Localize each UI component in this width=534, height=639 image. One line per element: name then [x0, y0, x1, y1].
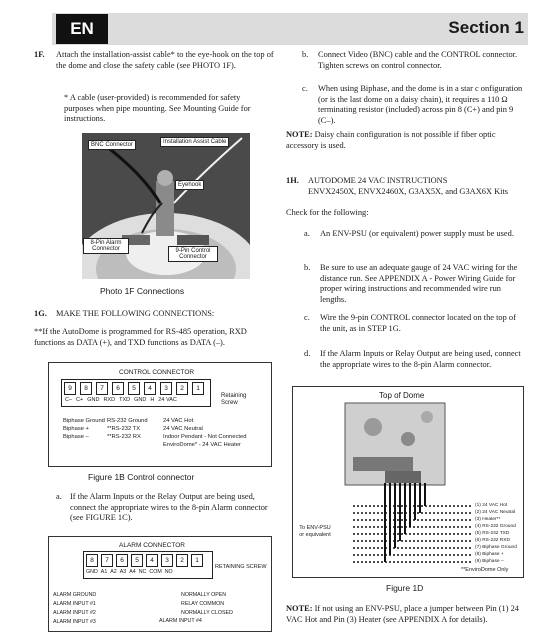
figure-1d-caption: Figure 1D — [386, 583, 424, 593]
note-fiber — [286, 130, 526, 151]
check-c-text: Wire the 9-pin CONTROL connector located on the top of the unit, as in STEP 1G. — [320, 313, 516, 333]
control-label-24vac-hot: 24 VAC Hot — [163, 418, 194, 424]
control-label: GND — [134, 397, 147, 403]
alarm-label: A1 — [100, 569, 108, 575]
note-fiber-label: NOTE: — [286, 130, 313, 139]
alarm-connector-title: ALARM CONNECTOR — [119, 542, 185, 549]
alarm-pin: 6 — [116, 554, 128, 567]
photo-1f — [82, 133, 250, 279]
control-power-labels — [163, 417, 246, 449]
step-1f-number: 1F. — [34, 50, 45, 59]
control-pin: 1 — [192, 382, 204, 395]
callout-eyehook: Eyehook — [175, 180, 204, 190]
control-label: RXD — [103, 397, 116, 403]
control-connector-title: CONTROL CONNECTOR — [119, 369, 195, 376]
control-pin: 7 — [96, 382, 108, 395]
control-pin: 9 — [64, 382, 76, 395]
control-label-24vac-neutral: 24 VAC Neutral — [163, 426, 203, 432]
control-pin: 3 — [160, 382, 172, 395]
control-label: TXD — [119, 397, 131, 403]
control-label-rs232-ground: RS-232 Ground — [107, 418, 148, 424]
alarm-label-input-4: ALARM INPUT #4 — [159, 618, 202, 624]
check-a-letter: a. — [304, 229, 310, 238]
photo-caption: Photo 1F Connections — [100, 286, 185, 296]
alarm-label: A2 — [110, 569, 117, 575]
note-jumper-label: NOTE: — [286, 604, 313, 613]
figure-1d-to-psu: To ENV-PSU or equivalent — [299, 525, 331, 538]
step-1f-note: * A cable (user-provided) is recommended for safety purposes when pipe mounting. See Mounting Guide for instructions. — [64, 93, 251, 124]
control-pin: 8 — [80, 382, 92, 395]
figure-1d-wire-labels — [475, 502, 523, 565]
alarm-label-relay-common: RELAY COMMON — [181, 601, 225, 607]
callout-bnc: BNC Connector — [88, 140, 136, 150]
control-label-biphase-plus: Biphase + — [63, 426, 89, 432]
wire-label: (7) Biphase Ground — [475, 545, 517, 550]
wire-label: (9) Biphase – — [475, 559, 504, 564]
step-1g-note: **If the AutoDome is programmed for RS-485 operation, RXD functions as DATA (+), and TXD functions as DATA (–). — [34, 327, 247, 347]
control-label-indoor-pendant: Indoor Pendant - Not Connected — [163, 434, 247, 440]
figure-1d-footnote: **EnviroDome Only — [461, 567, 509, 573]
control-biphase-labels — [63, 417, 105, 441]
step-1h-title: AUTODOME 24 VAC INSTRUCTIONS — [308, 176, 448, 185]
control-rs232-labels — [107, 417, 148, 441]
control-label-rs232-rx: **RS-232 RX — [107, 434, 141, 440]
dome-photo-illustration — [82, 133, 250, 279]
control-connector-body — [61, 379, 211, 407]
callout-control-connector: 9-Pin Control Connector — [168, 246, 218, 262]
callout-alarm-connector: 8-Pin Alarm Connector — [83, 238, 129, 254]
alarm-label: NC — [138, 569, 147, 575]
check-b-text: Be sure to use an adequate gauge of 24 VAC wiring for the distance run. See APPENDIX A - Power Wiring Guide for proper wiring instructions and recommended wire run lengths. — [320, 263, 518, 304]
control-label-rs232-tx: **RS-232 TX — [107, 426, 141, 432]
alarm-relay-labels — [181, 591, 233, 618]
figure-1b-control-connector — [48, 362, 272, 467]
check-d-letter: d. — [304, 349, 311, 358]
alarm-label: NO — [164, 569, 173, 575]
figure-1d-title: Top of Dome — [379, 391, 425, 400]
figure-1b-caption: Figure 1B Control connector — [88, 472, 195, 482]
wire-label: (6) RS-232 RXD — [475, 538, 510, 543]
step-1g-number: 1G. — [34, 309, 47, 318]
control-label: GND — [87, 397, 100, 403]
alarm-label-input-2: ALARM INPUT #2 — [53, 610, 96, 616]
note-jumper-text: If not using an ENV-PSU, place a jumper between Pin (1) 24 VAC Hot and Pin (3) Heater (see APPENDIX A for details). — [286, 604, 519, 624]
control-pin: 5 — [128, 382, 140, 395]
step-1g-title: MAKE THE FOLLOWING CONNECTIONS: — [56, 309, 215, 318]
alarm-label: A3 — [119, 569, 127, 575]
step-b-letter: b. — [302, 50, 309, 59]
step-c-text: When using Biphase, and the dome is in a star c onfiguration (or is the last dome on a daisy chain), it requires a 110 Ω terminating resistor (included) across pin 8 (C+) and pin 9 (C–). — [318, 84, 523, 125]
callout-assist-cable: Installation Assist Cable — [160, 137, 229, 147]
check-intro: Check for the following: — [286, 208, 369, 217]
step-b-text: Connect Video (BNC) cable and the CONTROL connector. Tighten screws on control connector. — [318, 50, 518, 70]
check-c-letter: c. — [304, 313, 310, 322]
control-pin: 2 — [176, 382, 188, 395]
check-a-text: An ENV-PSU (or equivalent) power supply must be used. — [320, 229, 514, 238]
alarm-label-input-1: ALARM INPUT #1 — [53, 601, 96, 607]
control-label-biphase-minus: Biphase – — [63, 434, 89, 440]
alarm-pin: 8 — [86, 554, 98, 567]
control-label: C+ — [76, 397, 84, 403]
alarm-pin: 4 — [146, 554, 158, 567]
wire-label: (2) 24 VAC Neutral — [475, 510, 516, 515]
section-title: Section 1 — [448, 18, 524, 37]
figure-1d — [292, 386, 524, 578]
alarm-pin: 3 — [161, 554, 173, 567]
note-fiber-text: Daisy chain configuration is not possible if fiber optic accessory is used. — [286, 130, 496, 150]
control-label: 24 VAC — [158, 397, 177, 403]
step-1h-models: ENVX2450X, ENVX2460X, G3AX5X, and G3AX6X Kits — [308, 187, 509, 196]
alarm-label-input-3: ALARM INPUT #3 — [53, 619, 96, 625]
alarm-label: A4 — [129, 569, 136, 575]
alarm-label-ground: ALARM GROUND — [53, 592, 97, 598]
alarm-pin: 1 — [191, 554, 203, 567]
alarm-label-normally-open: NORMALLY OPEN — [181, 592, 227, 598]
wire-label: (1) 24 VAC Hot — [475, 503, 508, 508]
alarm-label: COM — [149, 569, 162, 575]
control-pin: 4 — [144, 382, 156, 395]
note-jumper — [286, 604, 526, 625]
alarm-label-normally-closed: NORMALLY CLOSED — [181, 610, 233, 616]
control-label-envirodome-heater: EnviroDome* - 24 VAC Heater — [163, 442, 241, 448]
figure-1c-alarm-connector — [48, 536, 272, 632]
control-label: H — [150, 397, 155, 403]
alarm-pin: 2 — [176, 554, 188, 567]
wire-label: (8) Biphase + — [475, 552, 504, 557]
alarm-pin: 7 — [101, 554, 113, 567]
wire-label: (5) RS-232 TXD — [475, 531, 510, 536]
wire-label: (3) Heater** — [475, 517, 501, 522]
alarm-input-labels — [53, 591, 96, 627]
control-label: C– — [65, 397, 73, 403]
alarm-label: GND — [86, 569, 98, 575]
alarm-pin: 5 — [131, 554, 143, 567]
control-label-biphase-ground: Biphase Ground — [63, 418, 105, 424]
alarm-step-text: If the Alarm Inputs or the Relay Output are being used, connect the appropriate wires to the 8-pin Alarm connector (see FIGURE 1C). — [70, 492, 268, 523]
alarm-step-letter: a. — [56, 492, 62, 501]
check-b-letter: b. — [304, 263, 311, 272]
wire-label: (4) RS-232 Ground — [475, 524, 516, 529]
step-1f-text: Attach the installation-assist cable* to the eye-hook on the top of the dome and close the safety cable (see PHOTO 1F). — [56, 50, 274, 70]
check-d-text: If the Alarm Inputs or Relay Output are being used, connect the appropriate wires to the 8-pin Alarm connector. — [320, 349, 521, 369]
control-retaining-screw: Retaining Screw — [221, 393, 247, 406]
language-badge: EN — [56, 14, 108, 44]
control-pin: 6 — [112, 382, 124, 395]
step-1h-number: 1H. — [286, 176, 299, 185]
alarm-connector-body — [83, 551, 213, 579]
step-c-letter: c. — [302, 84, 308, 93]
alarm-retaining-screw: RETAINING SCREW — [215, 564, 267, 570]
